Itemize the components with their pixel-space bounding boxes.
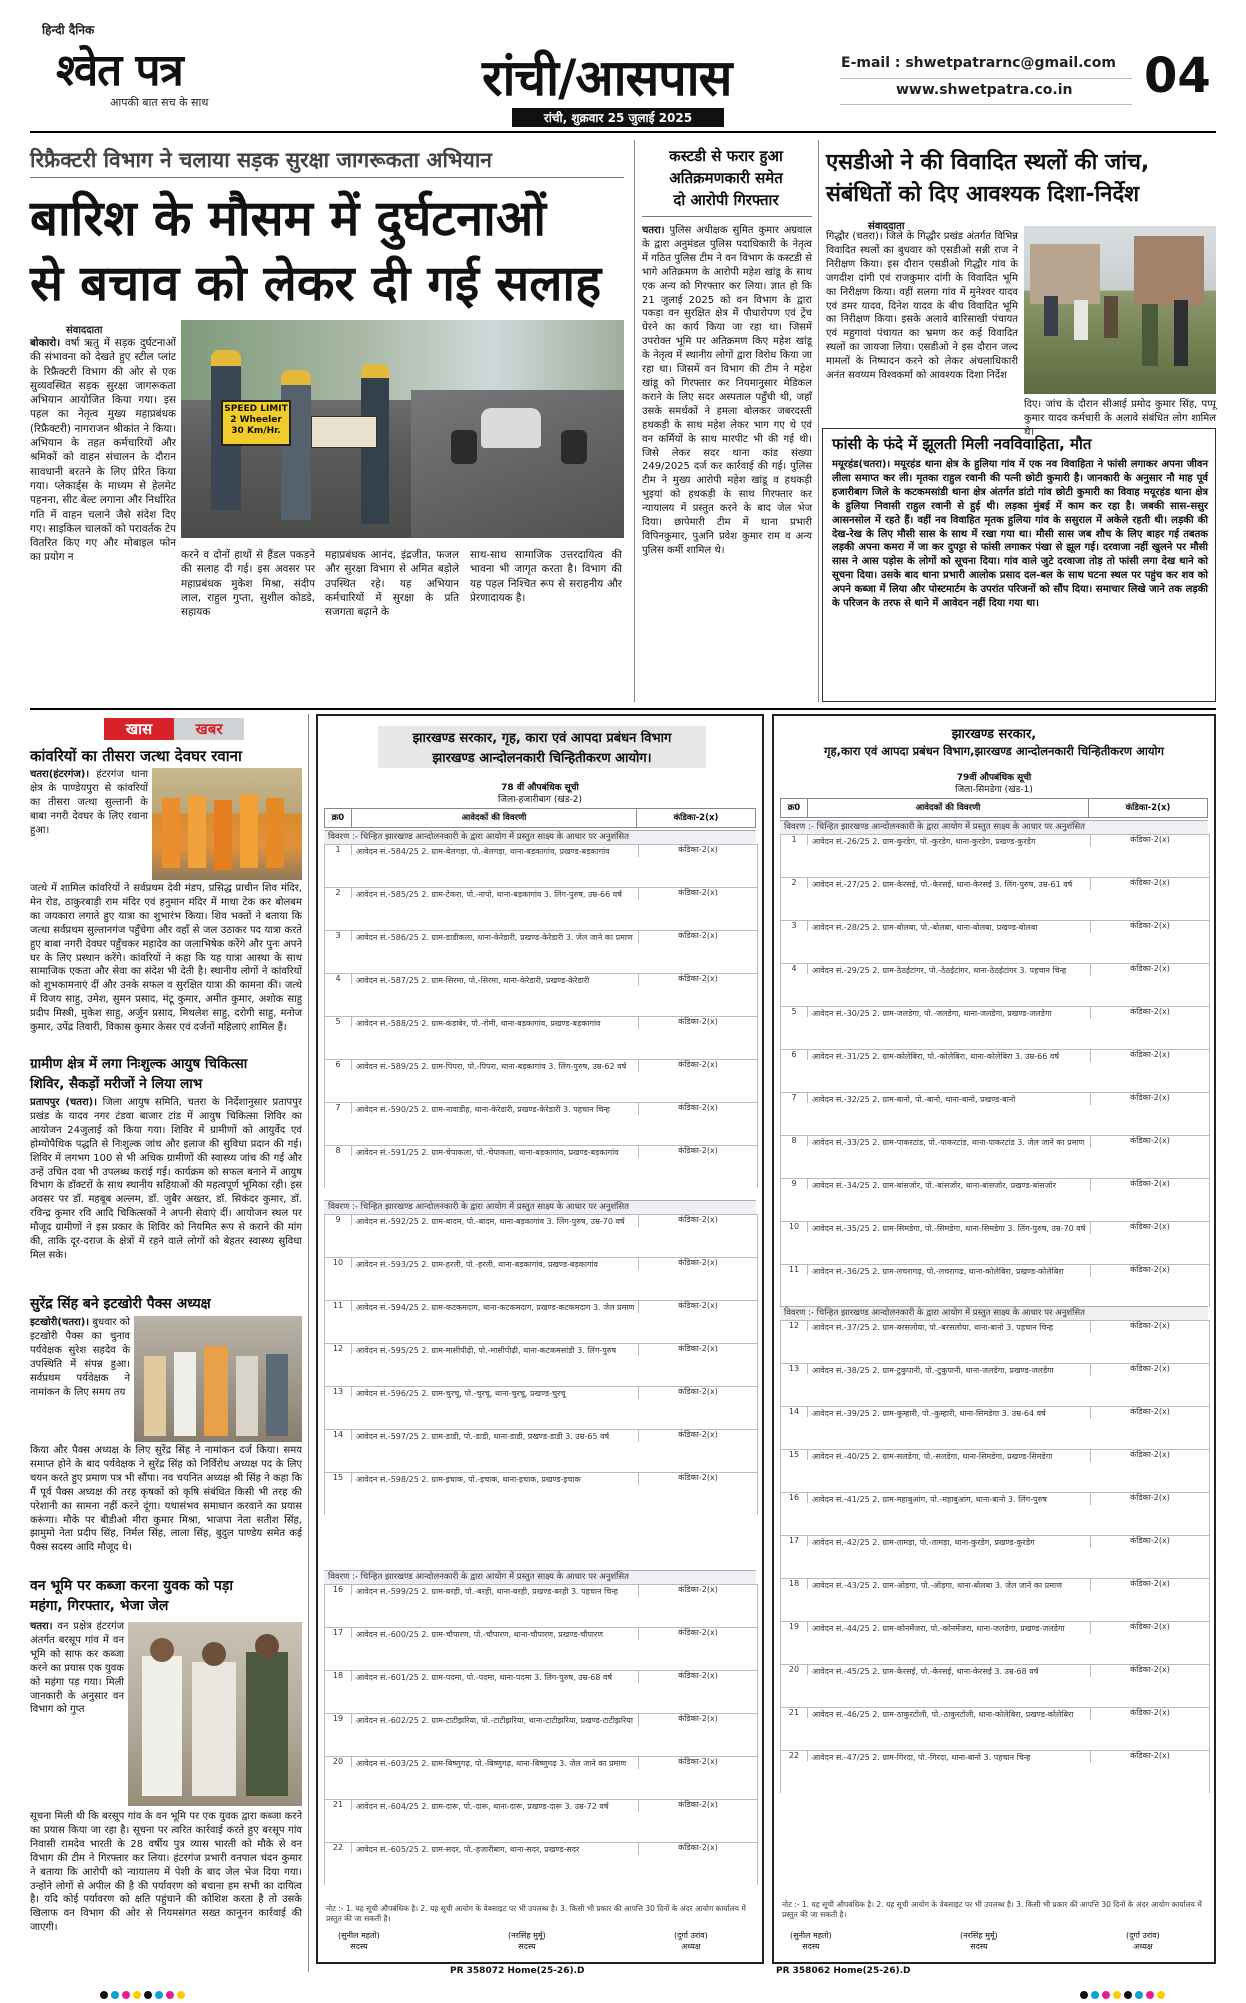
ad-row-cat: कंडिका-2(x): [1130, 1321, 1170, 1330]
ad-row-cat: कंडिका-2(x): [678, 888, 718, 897]
ad-table-row: [781, 1320, 1209, 1363]
ad1-col-desc: आवेदकों की विवरणी: [352, 809, 637, 827]
ad-row-desc: आवेदन सं.-28/25 2. ग्राम-बोलबा, पो.-बोलबा, थाना-बोलबा, प्रखण्ड-बोलबा: [808, 921, 1091, 933]
ad-table-row: [781, 1535, 1209, 1578]
ad-table-row: [781, 1092, 1209, 1135]
ad2-sig-right-role: अध्यक्ष: [1133, 1942, 1153, 1951]
hanging-text: मयूरहंड थाना क्षेत्र के हुलिया गांव में एक नव विवाहिता ने फांसी लगाकर अपना जीवन लीला समाप्त कर ली। मृतका राहुल रवानी की पत्नी छोटी कुमारी है। जानकारी के अनुसार नौ माह पूर्व हजारीबाग जिले के कटकमसांडी थाना क्षेत्र अंतर्गत डांटो गांव छोटी कुमारी का विवाह मयूरहंड थाना क्षेत्र के हुलिया निवासी राहुल रवानी से हुई थी। लड़का मुंबई में काम कर रहा है। जबकी सास-ससुर आसनसोल में रहते हैं। वहीं नव विवाहित मृतक हुलिया गांव के ससुराल में अकेले रहती थी। लड़की की देख-रेख के लिए मौसी सास के साथ में रखा गया था। मौसी सास जब शौच के लिए बाहर गई तबतक लड़की अपना कमरा में जा कर दुपट्टा से फांसी लगाकर पंखा से झूल गई। दरवाजा नहीं खुलने पर मौसी सास ने आस पड़ोस के लोगों को सूचना दिया। गांव वाले जुटे दरवाजा तोड़ तो फांसी लगा देख थाने को सूचना दिया। उसके बाद थाना प्रभारी आलोक प्रसाद दल-बल के साथ घटना स्थल पर पहुंच कर शव को अपने कब्जा में लिया और पोस्टमार्टम के उपरांत परिजनों को सौंप दिया। समाचार लिखे जाने तक लड़की के परिजन के तरफ से थाने में आवेदन नहीं दिया गया था।: [832, 459, 1209, 610]
ad-table-row: [325, 1799, 757, 1842]
ad-table-row: [781, 834, 1209, 877]
ad1-section-3: विवरण :- चिन्हित झारखण्ड आन्दोलनकारी के द्वारा आयोग में प्रस्तुत साक्ष्य के आधार पर अनुशंसित: [324, 1570, 756, 1585]
ad2-sig-mid-role: सदस्य: [970, 1942, 988, 1951]
hanging-headline: फांसी के फंदे में झूलती मिली नवविवाहिता, मौत: [832, 435, 1092, 453]
ad1-list-title: 78 वीं औपबंधिक सूची: [501, 783, 579, 793]
ad-table-row: [781, 1750, 1209, 1793]
ad-row-number: 15: [781, 1450, 808, 1460]
ad-row-cat: कंडिका-2(x): [1130, 1007, 1170, 1016]
ad1-title-1: झारखण्ड सरकार, गृह, कारा एवं आपदा प्रबंधन विभाग: [378, 726, 706, 748]
ad-table-row: [781, 920, 1209, 963]
ad1-table-3: [324, 1584, 758, 1885]
masthead-logo: श्वेत पत्र: [56, 45, 183, 96]
ad-row-desc: आवेदन सं.-46/25 2. ग्राम-ठाकुरटोली, पो.-ठाकुरटोली, थाना-कोलेबिरा, प्रखण्ड-कोलेबिरा: [808, 1708, 1091, 1720]
ad1-col-sn: क्र0: [325, 809, 352, 827]
ad-row-cat: कंडिका-2(x): [678, 931, 718, 940]
ad-row-number: 10: [325, 1258, 352, 1268]
registration-marks-left: [100, 1984, 188, 2003]
kanwar-body: जत्थे में शामिल कांवरियों ने सर्वप्रथम देवी मंडप, प्रसिद्ध प्राचीन शिव मंदिर, मेन रोड, ठाकुरबाड़ी राम मंदिर एवं हनुमान मंदिर में माथा टेक कर बोलबम का जयकारा लगाते हुए यात्रा का शुभारंभ किया। शिव भक्तों ने बताया कि जत्था सर्वप्रथम सुल्तानगंज पहुँचेगा और वहाँ से जल उठाकर पद यात्रा करते हुए बाबा नगरी देवघर पहुँचकर महादेव का जलाभिषेक करेंगे और पुनः अपने घर के लिए प्रस्थान करेंगे। कांवरियों ने कहा कि यह यात्रा आस्था के साथ सामाजिक एकता और सेवा का संदेश भी देती है। स्थानीय लोगों ने कांवरियों को शुभकामनाएं दीं और उनके सफल व सुरक्षित यात्रा की कामना की। जत्थे में विजय साहु, उमेश, सुमन प्रसाद, मंटू कुमार, अमीत कुमार, अशोक साहु प्रदीप मिस्त्री, मुकेश साहु, अर्जुन प्रसाद, मिथलेश साहु, दरोगी साहु, मनोज कुमार, उपेंद्र तिवारी, विकास कुमार केसर एवं दर्जनों महिलाएं शामिल हैं।: [30, 883, 302, 1034]
ad2-list-sub: जिला-सिमडेगा (खंड-1): [955, 785, 1033, 795]
ad-row-number: 7: [325, 1103, 352, 1113]
ad-row-desc: आवेदन सं.-35/25 2. ग्राम-सिमडेगा, पो.-सिमडेगा, थाना-सिमडेगा 3. लिंग-पुरुष, उम्र-70 वर्ष: [808, 1222, 1091, 1234]
lead-col1-text: वर्षा ऋतु में सड़क दुर्घटनाओं की संभावना को देखते हुए स्टील प्लांट के रिफ्रैक्टरी विभाग की ओर से एक सुव्यवस्थित सड़क सुरक्षा जागरूकता अभियान आयोजित किया गया। इस पहल का नेतृत्व मुख्य महाप्रबंधक (रिफ्रैक्टरी) नागराजन श्रीकांत ने किया। अभियान के तहत कर्मचारियों और श्रमिकों को वाहन संचालन के दौरान सावधानी बरतने के लिए प्रेरित किया गया। प्लेकार्ड्स के माध्यम से हेलमेट पहनना, सीट बेल्ट लगाना और निर्धारित गति में वाहन चलाने जैसे संदेश दिए गए। साइकिल चालकों को परावर्तक टेप वितरित किए गए और मोबाइल फोन का प्रयोग न: [30, 337, 176, 564]
ad-table-row: [325, 930, 757, 973]
ad1-section-2: विवरण :- चिन्हित झारखण्ड आन्दोलनकारी के द्वारा आयोग में प्रस्तुत साक्ष्य के आधार पर अनुशंसित: [324, 1200, 756, 1215]
ad-row-cat: कंडिका-2(x): [678, 1757, 718, 1766]
khaas-tag-text2: खबर: [195, 720, 223, 738]
ad-table-row: [325, 887, 757, 930]
ad-row-number: 15: [325, 1473, 352, 1483]
ad-row-cat: कंडिका-2(x): [678, 1714, 718, 1723]
ad-row-desc: आवेदन सं.-47/25 2. ग्राम-गिरदा, पो.-गिरदा, थाना-बानो 3. पहचान चिन्ह: [808, 1751, 1091, 1763]
ad-row-number: 17: [325, 1628, 352, 1638]
ad-table-row: [781, 1264, 1209, 1307]
ad-row-cat: कंडिका-2(x): [678, 1473, 718, 1482]
ad1-section-1: विवरण :- चिन्हित झारखण्ड आन्दोलनकारी के द्वारा आयोग में प्रस्तुत साक्ष्य के आधार पर अनुशंसित: [324, 830, 756, 845]
ad-row-cat: कंडिका-2(x): [1130, 1265, 1170, 1274]
lead-dateline: बोकारो।: [30, 337, 61, 349]
ad-row-desc: आवेदन सं.-45/25 2. ग्राम-केरसई, पो.-केरसई, थाना-केरसई 3. उम्र-68 वर्ष: [808, 1665, 1091, 1677]
ad-row-desc: आवेदन सं.-30/25 2. ग्राम-जलडेगा, पो.-जलडेगा, थाना-जलडेगा, प्रखण्ड-जलडेगा: [808, 1007, 1091, 1019]
ad-row-desc: आवेदन सं.-44/25 2. ग्राम-कोनमेंजरा, पो.-कोनमेंजरा, थाना-जलडेगा, प्रखण्ड-जलडेगा: [808, 1622, 1091, 1634]
ad-table-row: [325, 1059, 757, 1102]
ad-row-number: 6: [781, 1050, 808, 1060]
speed-limit-text: SPEED LIMIT 2 Wheeler 30 Km/Hr.: [224, 404, 288, 436]
ad-row-cat: कंडिका-2(x): [678, 1060, 718, 1069]
sdo-inspection-photo: [1024, 226, 1216, 394]
ad-row-cat: कंडिका-2(x): [678, 1800, 718, 1809]
ad-table-row: [781, 877, 1209, 920]
ayush-dateline: प्रतापपुर (चतरा)।: [30, 1097, 98, 1108]
ad-row-number: 4: [325, 974, 352, 984]
ad-row-number: 21: [325, 1800, 352, 1810]
ad-row-cat: कंडिका-2(x): [1130, 1708, 1170, 1717]
ad-row-number: 7: [781, 1093, 808, 1103]
custody-text: पुलिस अधीक्षक सुमित कुमार अग्रवाल के द्वारा अनुमंडल पुलिस पदाधिकारी के नेतृत्व में गठित पुलिस टीम ने वन विभाग के कस्टडी से भागे अतिक्रमण के आरोपी महेश खांडू के साथ एक अन्य को गिरफ्तार कर लिया। ज्ञात हो कि 21 जुलाई 2025 को वन विभाग के द्वारा पकड़ा वन सुरक्षित क्षेत्र में पौधारोपण एवं ट्रेंच घेरने का कार्य किया जा रहा था। जिसमें उपरोक्त भूमि पर अतिक्रमण किए महेश खांडू के नेतृत्व में स्थानीय लोगों द्वारा विरोध किया जा रहा था। जिसमें वन विभाग की टीम ने महेश खांडू को गिरफ्तार कर नियमानुसार मेडिकल कराने के लिए सदर अस्पताल पहुँची थी, जहाँ उसके समर्थकों ने हमला बोलकर जबरदस्ती हथकड़ी के साथ महेश लेकर भाग गए थे एवं वन कर्मियों के साथ मारपीट भी की गई थी। जिसे लेकर सदर थाना कांड संख्या 249/2025 दर्ज कर कार्रवाई की गई। पुलिस टीम ने मुख्य आरोपी महेश खांडू व हथकड़ी भुइयां को हथकड़ी के साथ गिरफ्तार कर न्यायालय में प्रस्तुत करने के बाद जेल भेज दिया। छापेमारी टीम में थाना प्रभारी विपिनकुमार, पुअनि प्रवेश कुमार राम व अन्य पुलिस कर्मी शामिल थे।: [642, 225, 812, 556]
ad-row-desc: आवेदन सं.-585/25 2. ग्राम-टेकरा, पो.-नापो, थाना-बड़कागांव 3. लिंग-पुरुष, उम्र-66 वर्ष: [352, 888, 639, 900]
ad-row-desc: आवेदन सं.-34/25 2. ग्राम-बांसजोर, पो.-बांसजोर, थाना-बांसजोर, प्रखण्ड-बांसजोर: [808, 1179, 1091, 1191]
ad-row-cat: कंडिका-2(x): [678, 1258, 718, 1267]
ad2-title-2: गृह,कारा एवं आपदा प्रबंधन विभाग,झारखण्ड आन्दोलनकारी चिन्हितीकरण आयोग: [824, 744, 1164, 758]
registration-marks-right: [1080, 1984, 1168, 2003]
sdo-body: गिद्धौर (चतरा)। जिले के गिद्धौर प्रखंड अंतर्गत विभिन्न विवादित स्थलों का बुधवार को एसडीओ सन्नी राज ने निरीक्षण किया। इस दौरान एसडीओ गिद्धौर गांव के जगदीश दांगी एवं राजकुमार दांगी के विवादित भूमि का निरीक्षण किया। वहीं सलगा गांव में मुनेश्वर यादव एवं डमर यादव, दिनेश यादव के बीच विवादित भूमि का निरीक्षण किया। इसके अलावे बारिसाखी पंचायत एवं महुगावां पंचायत का भ्रमण कर कई विवादित स्थलों का जायजा लिया। एसडीओ ने इस दौरान जल्द मामलों के निष्पादन करने को लेकर अंचलाधिकारी अनंत सवय्यम विश्वकर्मा को आवश्यक दिशा निर्देश: [826, 231, 1018, 382]
kanwar-intro: [30, 768, 148, 880]
ad2-table-2: [780, 1320, 1210, 1793]
ad-row-desc: आवेदन सं.-592/25 2. ग्राम-बादम, पो.-बादम, थाना-बड़कागांव 3. लिंग-पुरुष, उम्र-70 वर्ष: [352, 1215, 639, 1227]
khaas-tag: [104, 718, 264, 740]
ad-row-number: 11: [781, 1265, 808, 1275]
ad-table-row: [325, 1016, 757, 1059]
lead-headline-line1: बारिश के मौसम में दुर्घटनाओं: [30, 189, 546, 247]
ayush-headline-line2: शिविर, सैकड़ों मरीजों ने लिया लाभ: [30, 1076, 203, 1092]
ad-table-row: [781, 1578, 1209, 1621]
ad-row-desc: आवेदन सं.-27/25 2. ग्राम-केरसई, पो.-केरसई, थाना-केरसई 3. लिंग-पुरुष, उम्र-61 वर्ष: [808, 878, 1091, 890]
ad-row-cat: कंडिका-2(x): [1130, 1622, 1170, 1631]
lead-col3: महाप्रबंधक आनंद, इंद्रजीत, फजल और सुरक्षा विभाग से अमित बड़ोले उपस्थित रहे। यह अभियान कर्मचारियों में सुरक्षा के प्रति सजगता बढ़ाने के: [325, 549, 459, 619]
ad2-title-1: झारखण्ड सरकार,: [951, 727, 1037, 742]
ad1-table-2: [324, 1214, 758, 1515]
ayush-body: [30, 1096, 302, 1292]
ad-table-row: [781, 1707, 1209, 1750]
ad-table-row: [781, 1664, 1209, 1707]
ad-row-number: 17: [781, 1536, 808, 1546]
ad-row-desc: आवेदन सं.-605/25 2. ग्राम-सदर, पो.-हजारीबाग, थाना-सदर, प्रखण्ड-सदर: [352, 1843, 639, 1855]
ad-table-row: [781, 1406, 1209, 1449]
ad-row-cat: कंडिका-2(x): [1130, 1493, 1170, 1502]
ad-row-number: 3: [781, 921, 808, 931]
ad-row-desc: आवेदन सं.-37/25 2. ग्राम-बरसलोया, पो.-बरसलोया, थाना-बानो 3. पहचान चिन्ह: [808, 1321, 1091, 1333]
ad1-sig-right: [674, 1930, 708, 1952]
lead-col4: साथ-साथ सामाजिक उत्तरदायित्व की भावना भी जागृत करता है। विभाग की यह पहल निश्चित रूप से सराहनीय और प्रेरणादायक है।: [470, 549, 622, 604]
forest-arrest-photo: [128, 1622, 302, 1806]
hanging-dateline: मयूरहंड(चतरा)।: [832, 459, 891, 470]
ad-row-cat: कंडिका-2(x): [1130, 1536, 1170, 1545]
ad-row-number: 16: [781, 1493, 808, 1503]
masthead-kicker: हिन्दी दैनिक: [42, 23, 95, 37]
govt-ad-simdega: [772, 714, 1216, 1964]
ad2-sig-right-name: (दुर्गा उरांव): [1126, 1931, 1160, 1940]
forest-dateline: चतरा।: [30, 1621, 53, 1632]
ad2-col-sn: क्र0: [781, 799, 808, 817]
ad-row-cat: कंडिका-2(x): [1130, 1407, 1170, 1416]
ad-row-cat: कंडिका-2(x): [678, 1017, 718, 1026]
ad-row-cat: कंडिका-2(x): [1130, 964, 1170, 973]
ad1-sig-mid-name: (नरसिंह मुर्मू): [508, 1931, 546, 1940]
ad-row-number: 10: [781, 1222, 808, 1232]
ad-row-number: 14: [781, 1407, 808, 1417]
ad-row-number: 12: [325, 1344, 352, 1354]
ad2-sig-left: [790, 1930, 832, 1952]
ad-table-row: [325, 1584, 757, 1627]
ad-row-number: 13: [325, 1387, 352, 1397]
kanwar-headline: कांवरियों का तीसरा जत्था देवघर रवाना: [30, 747, 242, 765]
sdo-headline-line1: एसडीओ ने की विवादित स्थलों की जांच,: [826, 150, 1150, 175]
ad-row-desc: आवेदन सं.-590/25 2. ग्राम-नावाडीह, थाना-केरेडारी, प्रखण्ड-केरेडारी 3. पहचान चिन्ह: [352, 1103, 639, 1115]
ad-table-row: [781, 1221, 1209, 1264]
ad-row-desc: आवेदन सं.-31/25 2. ग्राम-कोलेबिरा, पो.-कोलेबिरा, थाना-कोलेबिरा 3. उम्र-66 वर्ष: [808, 1050, 1091, 1062]
ayush-headline-line1: ग्रामीण क्षेत्र में लगा निःशुल्क आयुष चिकित्सा: [30, 1056, 248, 1072]
ad2-sig-left-name: (सुनील महतो): [790, 1931, 832, 1940]
ad1-sig-left-name: (सुनील महतो): [338, 1931, 380, 1940]
ad-row-desc: आवेदन सं.-43/25 2. ग्राम-ओड़गा, पो.-ओड़गा, थाना-बोलबा 3. जेल जाने का प्रमाण: [808, 1579, 1091, 1591]
ad-row-desc: आवेदन सं.-586/25 2. ग्राम-डाडीकला, थाना-केरेडारी, प्रखण्ड-केरेडारी 3. जेल जाने का प्रमाण: [352, 931, 639, 943]
ad-row-number: 16: [325, 1585, 352, 1595]
ad-row-desc: आवेदन सं.-29/25 2. ग्राम-ठेठईटांगर, पो.-ठेठईटांगर, थाना-ठेठईटांगर 3. पहचान चिन्ह: [808, 964, 1091, 976]
forest-intro: [30, 1620, 124, 1808]
ad2-sig-left-role: सदस्य: [802, 1942, 820, 1951]
ad-row-cat: कंडिका-2(x): [1130, 878, 1170, 887]
ad1-sig-mid-role: सदस्य: [518, 1942, 536, 1951]
ad-row-cat: कंडिका-2(x): [678, 974, 718, 983]
custody-headline-line3: दो आरोपी गिरफ्तार: [673, 191, 779, 209]
masthead-tagline: आपकी बात सच के साथ: [110, 96, 209, 109]
ad-row-desc: आवेदन सं.-600/25 2. ग्राम-चौपारण, पो.-चौपारण, थाना-चौपारण, प्रखण्ड-चौपारण: [352, 1628, 639, 1640]
ad-row-number: 5: [325, 1017, 352, 1027]
ad-row-desc: आवेदन सं.-32/25 2. ग्राम-बानो, पो.-बानो, थाना-बानो, प्रखण्ड-बानो: [808, 1093, 1091, 1105]
ad-row-number: 3: [325, 931, 352, 941]
ad2-section-2: विवरण :- चिन्हित झारखण्ड आन्दोलनकारी के द्वारा आयोग में प्रस्तुत साक्ष्य के आधार पर अनुशंसित: [780, 1306, 1208, 1321]
ad-table-row: [781, 1492, 1209, 1535]
ad-row-cat: कंडिका-2(x): [1130, 1665, 1170, 1674]
ad-table-row: [325, 1145, 757, 1188]
ad-row-number: 6: [325, 1060, 352, 1070]
ad2-col-desc: आवेदकों की विवरणी: [808, 799, 1089, 817]
ad1-sig-right-role: अध्यक्ष: [681, 1942, 701, 1951]
website: www.shwetpatra.co.in: [896, 82, 1073, 98]
ad1-sig-mid: [508, 1930, 546, 1952]
ad-row-cat: कंडिका-2(x): [678, 1843, 718, 1852]
ad-row-desc: आवेदन सं.-602/25 2. ग्राम-टाटीझरिया, पो.-टाटीझरिया, थाना-टाटीझरिया, प्रखण्ड-टाटीझरिया: [352, 1714, 639, 1726]
ad-row-cat: कंडिका-2(x): [1130, 835, 1170, 844]
ad-row-desc: आवेदन सं.-42/25 2. ग्राम-तामड़ा, पो.-तामड़ा, थाना-कुरडेग, प्रखण्ड-कुरडेग: [808, 1536, 1091, 1548]
pacs-photo: [134, 1316, 302, 1442]
ad-row-desc: आवेदन सं.-588/25 2. ग्राम-कंडाबेर, पो.-रोमी, थाना-बड़कागांव, प्रखण्ड-बड़कागांव: [352, 1017, 639, 1029]
ad-table-row: [325, 1257, 757, 1300]
ad-row-number: 20: [325, 1757, 352, 1767]
ad-row-desc: आवेदन सं.-596/25 2. ग्राम-चुरचू, पो.-चुरचू, थाना-चुरचू, प्रखण्ड-चुरचू: [352, 1387, 639, 1399]
kanwar-intro-text: हंटरगंज थाना क्षेत्र के पाण्डेयपुरा से कांवरियों का तीसरा जत्था सुल्तानी के बाबा नगरी देवघर के लिए रवाना हुआ।: [30, 769, 148, 836]
ad-row-number: 19: [781, 1622, 808, 1632]
khaas-tag-text1: खास: [125, 720, 153, 738]
ad-row-cat: कंडिका-2(x): [678, 1671, 718, 1680]
ad-row-number: 9: [325, 1215, 352, 1225]
govt-ad-hazaribagh: [316, 714, 764, 1964]
lead-headline-line2: से बचाव को लेकर दी गई सलाह: [30, 254, 602, 312]
forest-body: सूचना मिली थी कि बरसूप गांव के वन भूमि पर एक युवक द्वारा कब्जा करने का प्रयास किया जा रहा है। सूचना पर त्वरित कार्रवाई करते हुए बरसूप गांव निवासी रामदेव भारती के 28 वर्षीय पुत्र व्यास भारती को मौके से वन विभाग की टीम ने गिरफ्तार कर लिया। हंटरगंज प्रभारी वनपाल चंदन कुमार ने बताया कि आरोपी को न्यायालय में पेशी के बाद जेल भेज दिया गया। उन्होंने लोगों से अपील की है की पर्यावरण को बचाना हम सभी का दायित्व है। यदि कोई पर्यावरण को क्षति पहुंचाने की कोशिश करता है तो उसके खिलाफ वन विभाग की ओर से नियमसंगत सख्त कानूनन कार्रवाई की जाएगी।: [30, 1811, 302, 1934]
ad-row-desc: आवेदन सं.-593/25 2. ग्राम-हरली, पो.-हरली, थाना-बड़कागांव, प्रखण्ड-बड़कागांव: [352, 1258, 639, 1270]
email: E-mail : shwetpatrarnc@gmail.com: [841, 55, 1116, 71]
ad-row-cat: कंडिका-2(x): [678, 845, 718, 854]
ad-row-desc: आवेदन सं.-38/25 2. ग्राम-टुकुपानी, पो.-टुकुपानी, थाना-जलडेगा, प्रखण्ड-जलडेगा: [808, 1364, 1091, 1376]
ad-row-desc: आवेदन सं.-26/25 2. ग्राम-कुरडेग, पो.-कुरडेग, थाना-कुरडेग, प्रखण्ड-कुरडेग: [808, 835, 1091, 847]
ad1-pr-code: PR 358072 Home(25-26).D: [450, 1966, 585, 1976]
ad-table-row: [325, 1429, 757, 1472]
ad-table-row: [325, 1713, 757, 1756]
ad2-pr-code: PR 358062 Home(25-26).D: [776, 1966, 911, 1976]
kanwar-dateline: चतरा(हंटरगंज)।: [30, 769, 90, 780]
custody-body: [642, 224, 812, 702]
ad1-sig-left: [338, 1930, 380, 1952]
lead-col2: करने व दोनों हाथों से हैंडल पकड़ने की सलाह दी गई। इस अवसर पर महाप्रबंधक मुकेश मिश्रा, संदीप लाल, राहुल गुप्ता, सुशील कोडडे, सहायक: [181, 549, 315, 619]
ad-table-row: [325, 1842, 757, 1885]
ad-table-row: [781, 1178, 1209, 1221]
ad-row-desc: आवेदन सं.-599/25 2. ग्राम-बरही, पो.-बरही, थाना-बरही, प्रखण्ड-बरही 3. पहचान चिन्ह: [352, 1585, 639, 1597]
dateline: रांची, शुक्रवार 25 जुलाई 2025: [543, 111, 693, 125]
ad-table-row: [781, 1621, 1209, 1664]
ad-table-row: [781, 1006, 1209, 1049]
ad-row-cat: कंडिका-2(x): [1130, 1450, 1170, 1459]
ad-row-desc: आवेदन सं.-584/25 2. ग्राम-बेलगड़ा, पो.-बेलगड़ा, थाना-बड़कागांव, प्रखण्ड-बड़कागांव: [352, 845, 639, 857]
ad-row-number: 1: [781, 835, 808, 845]
custody-headline-line1: कस्टडी से फरार हुआ: [669, 147, 783, 165]
ad2-col-cat: कंडिका-2(x): [1125, 803, 1171, 813]
ad-table-row: [325, 973, 757, 1016]
ad-row-cat: कंडिका-2(x): [1130, 1136, 1170, 1145]
ad-row-number: 1: [325, 845, 352, 855]
ad-row-number: 20: [781, 1665, 808, 1675]
pacs-dateline: इटखोरी(चतरा)।: [30, 1317, 90, 1328]
ad-table-row: [325, 1214, 757, 1257]
ad-row-number: 21: [781, 1708, 808, 1718]
ad-table-row: [325, 1756, 757, 1799]
ad-row-desc: आवेदन सं.-604/25 2. ग्राम-दारू, पो.-दारू, थाना-दारू, प्रखण्ड-दारू 3. उम्र-72 वर्ष: [352, 1800, 639, 1812]
ad2-notes: नोट :- 1. यह सूची औपबंधिक है। 2. यह सूची आयोग के वेबसाइट पर भी उपलब्ध है। 3. किसी भी प्रकार की आपत्ति 30 दिनों के अंदर आयोग कार्यालय में प्रस्तुत की जा सकती है।: [782, 1900, 1202, 1919]
ad-row-number: 22: [781, 1751, 808, 1761]
ad-row-number: 18: [781, 1579, 808, 1589]
ad-row-number: 18: [325, 1671, 352, 1681]
ad1-sig-left-role: सदस्य: [350, 1942, 368, 1951]
ad-table-row: [325, 844, 757, 887]
pacs-intro: [30, 1316, 130, 1442]
ad-row-cat: कंडिका-2(x): [678, 1146, 718, 1155]
ad-row-number: 2: [325, 888, 352, 898]
ad2-sig-mid-name: (नरसिंह मुर्मू): [960, 1931, 998, 1940]
ad-table-row: [781, 1363, 1209, 1406]
hanging-body: [832, 458, 1208, 698]
ad-row-cat: कंडिका-2(x): [678, 1344, 718, 1353]
ad-row-cat: कंडिका-2(x): [1130, 1050, 1170, 1059]
ad-table-row: [781, 963, 1209, 1006]
ad1-col-cat: कंडिका-2(x): [673, 813, 719, 823]
ad-row-desc: आवेदन सं.-598/25 2. ग्राम-इचाक, पो.-इचाक, थाना-इचाक, प्रखण्ड-इचाक: [352, 1473, 639, 1485]
forest-headline-line1: वन भूमि पर कब्जा करना युवक को पड़ा: [30, 1578, 233, 1594]
ad-row-number: 9: [781, 1179, 808, 1189]
ad-row-number: 4: [781, 964, 808, 974]
lead-col1: [30, 336, 176, 702]
section-title: रांची/आसपास: [482, 49, 732, 107]
custody-dateline: चतरा।: [642, 225, 665, 236]
ad1-title-2: झारखण्ड आन्दोलनकारी चिन्हितीकरण आयोग।: [378, 746, 706, 768]
pacs-headline: सुरेंद्र सिंह बने इटखोरी पैक्स अध्यक्ष: [30, 1296, 211, 1312]
speed-limit-placard: [221, 400, 291, 446]
ad-table-row: [325, 1627, 757, 1670]
ad2-list-title: 79वीं औपबंधिक सूची: [956, 773, 1032, 783]
ad-table-row: [325, 1300, 757, 1343]
ad-row-cat: कंडिका-2(x): [1130, 1579, 1170, 1588]
ad-row-desc: आवेदन सं.-594/25 2. ग्राम-कटकमदाग, थाना-कटकमदाग, प्रखण्ड-कटकमदाग 3. जेल प्रमाण: [352, 1301, 639, 1313]
ad2-sig-mid: [960, 1930, 998, 1952]
ad-row-number: 5: [781, 1007, 808, 1017]
lead-kicker: रिफ्रैक्टरी विभाग ने चलाया सड़क सुरक्षा जागरूकता अभियान: [30, 148, 492, 172]
ad-row-number: 8: [325, 1146, 352, 1156]
ad1-sig-right-name: (दुर्गा उरांव): [674, 1931, 708, 1940]
ad-row-cat: कंडिका-2(x): [1130, 1179, 1170, 1188]
ad-row-number: 2: [781, 878, 808, 888]
ad-row-cat: कंडिका-2(x): [678, 1430, 718, 1439]
ad2-sig-right: [1126, 1930, 1160, 1952]
ad-row-cat: कंडिका-2(x): [1130, 1093, 1170, 1102]
ad-table-row: [781, 1135, 1209, 1178]
ad-row-cat: कंडिका-2(x): [678, 1103, 718, 1112]
ad-row-desc: आवेदन सं.-601/25 2. ग्राम-पदमा, पो.-पदमा, थाना-पदमा 3. लिंग-पुरुष, उम्र-68 वर्ष: [352, 1671, 639, 1683]
ad2-section-1: विवरण :- चिन्हित झारखण्ड आन्दोलनकारी के द्वारा आयोग में प्रस्तुत साक्ष्य के आधार पर अनुशंसित: [780, 820, 1208, 835]
ad-row-cat: कंडिका-2(x): [1130, 921, 1170, 930]
ad-row-cat: कंडिका-2(x): [678, 1215, 718, 1224]
ad-row-desc: आवेदन सं.-40/25 2. ग्राम-सलडेगा, पो.-सलडेगा, थाना-सिमडेगा, प्रखण्ड-सिमडेगा: [808, 1450, 1091, 1462]
ad-row-number: 13: [781, 1364, 808, 1374]
ad-row-cat: कंडिका-2(x): [1130, 1364, 1170, 1373]
ad-table-row: [325, 1472, 757, 1515]
kanwar-photo: [152, 768, 302, 880]
ad-row-desc: आवेदन सं.-36/25 2. ग्राम-लचरागढ़, पो.-लचरागढ़, थाना-कोलेबिरा, प्रखण्ड-कोलेबिरा: [808, 1265, 1091, 1277]
ad-row-cat: कंडिका-2(x): [678, 1628, 718, 1637]
sdo-byline: संवाददाता: [868, 221, 905, 232]
forest-headline-line2: महंगा, गिरफ्तार, भेजा जेल: [30, 1598, 169, 1614]
ad-row-desc: आवेदन सं.-587/25 2. ग्राम-सिरमा, पो.-सिरमा, थाना-केरेडारी, प्रखण्ड-केरेडारी: [352, 974, 639, 986]
forest-intro-text: वन प्रक्षेत्र हंटरगंज अंतर्गत बरसूप गांव में वन भूमि को साफ कर कब्जा करने का प्रयास एक युवक को महंगा पड़ गया। मिली जानकारी के अनुसार वन विभाग को गुप्त: [30, 1621, 124, 1716]
ad-row-number: 11: [325, 1301, 352, 1311]
ad-row-number: 22: [325, 1843, 352, 1853]
page-number: 04: [1144, 48, 1211, 104]
ad-row-desc: आवेदन सं.-39/25 2. ग्राम-कुम्हारी, पो.-कुम्हारी, थाना-सिमडेगा 3. उम्र-64 वर्ष: [808, 1407, 1091, 1419]
ad-row-desc: आवेदन सं.-589/25 2. ग्राम-पिपरा, पो.-पिपरा, थाना-बड़कागांव 3. लिंग-पुरुष, उम्र-62 वर्ष: [352, 1060, 639, 1072]
ad1-table-1: [324, 844, 758, 1188]
ad-table-row: [325, 1670, 757, 1713]
ayush-text: जिला आयुष समिति, चतरा के निर्देशानुसार प्रतापपुर प्रखंड के यादव नगर टंडवा बाजार टांड में आयुष चिकित्सा शिविर का आयोजन 24जुलाई को किया गया। शिविर में ग्रामीणों को आयुर्वेद एवं होम्योपैथिक पद्धति से निःशुल्क जांच और इलाज की सुविधा प्रदान की गई। शिविर में लगभग 100 से भी अधिक ग्रामीणों की स्वास्थ्य जांच की गई और उन्हें उचित दवा भी उपलब्ध कराई गई। कार्यक्रम को सफल बनाने में आयुष विभाग के डॉक्टरों के साथ स्थानीय सहियाओं की महत्वपूर्ण भूमिका रही। इस अवसर पर डॉ. महबूब अल्लम, डॉ. जुबैर अख्तर, डॉ. सिकंदर कुमार, डॉ. रविन्द्र कुमार रवि आदि चिकित्सकों ने अपनी सेवाएं दीं। आयोजन स्थल पर मौजूद ग्रामीणों ने इस प्रकार के शिविर को नियमित रूप से कराने की मांग की, ताकि दूर-दराज के क्षेत्रों में रहने वाले लोगों को बेहतर स्वास्थ्य सुविधा मिल सके।: [30, 1097, 302, 1261]
ad-row-desc: आवेदन सं.-597/25 2. ग्राम-डाडी, पो.-डाडी, थाना-डाडी, प्रखण्ड-डाडी 3. उम्र-65 वर्ष: [352, 1430, 639, 1442]
ad-row-number: 8: [781, 1136, 808, 1146]
ad-row-cat: कंडिका-2(x): [1130, 1222, 1170, 1231]
ad-row-desc: आवेदन सं.-591/25 2. ग्राम-चेपाकला, पो.-चेपाकला, थाना-बड़कागांव, प्रखण्ड-बड़कागांव: [352, 1146, 639, 1158]
ad-row-desc: आवेदन सं.-603/25 2. ग्राम-बिष्णुगढ़, पो.-बिष्णुगढ़, थाना-बिष्णुगढ़ 3. जेल जाने का प्रमाण: [352, 1757, 639, 1769]
lead-byline: संवाददाता: [66, 325, 103, 336]
ad-row-desc: आवेदन सं.-595/25 2. ग्राम-मासीपीढ़ी, पो.-मासीपीढ़ी, थाना-कटकमसांडी 3. लिंग-पुरुष: [352, 1344, 639, 1356]
road-safety-photo: [181, 320, 624, 538]
ad-row-number: 12: [781, 1321, 808, 1331]
ad-row-desc: आवेदन सं.-33/25 2. ग्राम-पाकरटांड, पो.-पाकरटांड, थाना-पाकरटांड 3. जेल जाने का प्रमाण: [808, 1136, 1091, 1148]
ad-table-row: [781, 1049, 1209, 1092]
ad-row-number: 14: [325, 1430, 352, 1440]
ad1-notes: नोट :- 1. यह सूची औपबंधिक है। 2. यह सूची आयोग के वेबसाइट पर भी उपलब्ध है। 3. किसी भी प्रकार की आपत्ति 30 दिनों के अंदर आयोग कार्यालय में प्रस्तुत की जा सकती है।: [326, 1904, 746, 1923]
ad-row-cat: कंडिका-2(x): [1130, 1751, 1170, 1760]
custody-headline-line2: अतिक्रमणकारी समेत: [669, 169, 783, 187]
ad-table-row: [325, 1102, 757, 1145]
ad-table-row: [325, 1386, 757, 1429]
ad-row-number: 19: [325, 1714, 352, 1724]
ad2-table-1: [780, 834, 1210, 1307]
ad-row-cat: कंडिका-2(x): [678, 1585, 718, 1594]
sdo-body-tail: दिए। जांच के दौरान सीआई प्रमोद कुमार सिंह, पप्पू कुमार यादव कर्मचारी के अलावे संबंधित लोग शामिल थे।: [1024, 399, 1216, 438]
ad-row-cat: कंडिका-2(x): [678, 1301, 718, 1310]
pacs-body: किया और पैक्स अध्यक्ष के लिए सुरेंद्र सिंह ने नामांकन दर्ज किया। समय समाप्त होने के बाद पर्यवेक्षक ने सुरेंद्र सिंह को निर्विरोध अध्यक्ष पद के लिए चयन करते हुए प्रमाण पत्र भी सौंपा। नव चयनित अध्यक्ष श्री सिंह ने कहा कि मैं पूर्व पैक्स अध्यक्ष की तरह कृषकों को कृषि संबंधित किसी भी तरह की परेशानी का सामना नहीं करने दूंगा। यथासंभव समाधान करवाने का प्रयास करूंगा। मौके पर बीडीओ मीरा कुमार मिश्रा, भाजपा नेता सतीश सिंह, झामुमो नेता प्रदीप सिंह, निर्मल सिंह, लाला सिंह, बुदुल पाण्डेय समेत कई पैक्स सदस्य आदि मौजूद थे।: [30, 1445, 302, 1554]
ad-row-desc: आवेदन सं.-41/25 2. ग्राम-महाबुआंग, पो.-महाबुआंग, थाना-बानो 3. लिंग-पुरुष: [808, 1493, 1091, 1505]
ad-row-cat: कंडिका-2(x): [678, 1387, 718, 1396]
ad-table-row: [781, 1449, 1209, 1492]
ad1-list-sub: जिला-हजारीबाग (खंड-2): [497, 795, 583, 805]
sdo-headline-line2: संबंधितों को दिए आवश्यक दिशा-निर्देश: [826, 182, 1140, 207]
ad-table-row: [325, 1343, 757, 1386]
pacs-intro-text: बुधवार को इटखोरी पैक्स का चुनाव पर्यवेक्षक सुरेश सहदेव के उपस्थिति में संपन्न हुआ। सर्वप्रथम पर्यवेक्षक ने नामांकन के लिए समय तय: [30, 1317, 130, 1398]
